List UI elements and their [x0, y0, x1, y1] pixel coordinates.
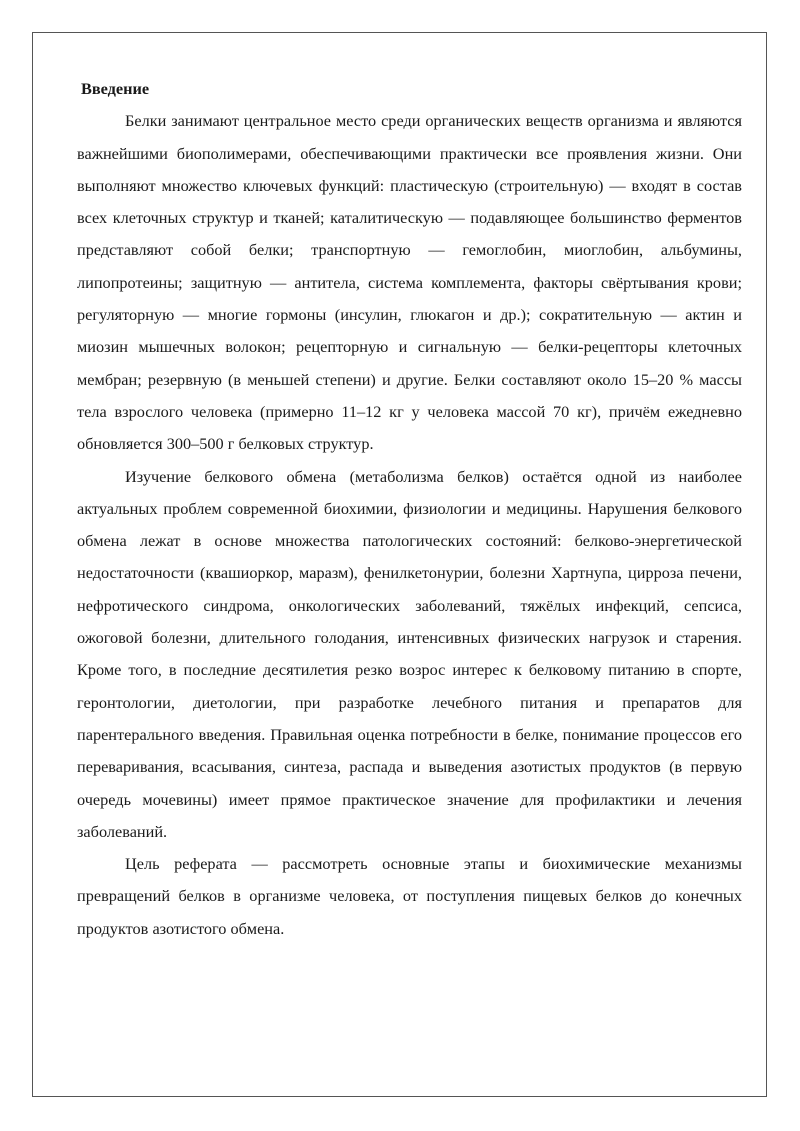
section-heading: Введение	[81, 79, 150, 98]
paragraph-1: Белки занимают центральное место среди органических веществ организма и являются важнейшими биополимерами, обеспечивающими практически все проявления жизни. Они выполняют множество ключевых функций: пластическую (строительную) — входят в состав всех клеточных структур и тканей; каталитическую — подавляющее большинство ферментов представляют собой белки; транспортную — гемоглобин, миоглобин, альбумины, липопротеины; защитную — антитела, система комплемента, факторы свёртывания крови; регуляторную — многие гормоны (инсулин, глюкагон и др.); сократительную — актин и миозин мышечных волокон; рецепторную и сигнальную — белки-рецепторы клеточных мембран; резервную (в меньшей степени) и другие. Белки составляют около 15–20 % массы тела взрослого человека (примерно 11–12 кг у человека массой 70 кг), причём ежедневно обновляется 300–500 г белковых структур.	[77, 111, 742, 454]
paragraph-2: Изучение белкового обмена (метаболизма белков) остаётся одной из наиболее актуальных проблем современной биохимии, физиологии и медицины. Нарушения белкового обмена лежат в основе множества патологических состояний: белково-энергетической недостаточности (квашиоркор, маразм), фенилкетонурии, болезни Хартнупа, цирроза печени, нефротического синдрома, онкологических заболеваний, тяжёлых инфекций, сепсиса, ожоговой болезни, длительного голодания, интенсивных физических нагрузок и старения. Кроме того, в последние десятилетия резко возрос интерес к белковому питанию в спорте, геронтологии, диетологии, при разработке лечебного питания и препаратов для парентерального введения. Правильная оценка потребности в белке, понимание процессов его переваривания, всасывания, синтеза, распада и выведения азотистых продуктов (в первую очередь мочевины) имеет прямое практическое значение для профилактики и лечения заболеваний.	[77, 466, 742, 841]
document-body	[77, 73, 742, 945]
paragraph-3: Цель реферата — рассмотреть основные этапы и биохимические механизмы превращений белков в организме человека, от поступления пищевых белков до конечных продуктов азотистого обмена.	[77, 854, 742, 938]
